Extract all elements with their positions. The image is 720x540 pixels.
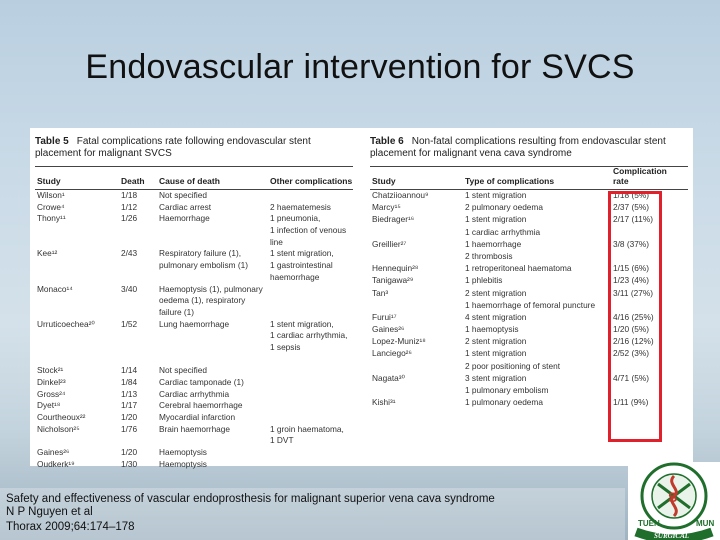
cell-cause: Haemoptysis: [159, 458, 207, 469]
col-header-rate-line1: Complication: [613, 166, 667, 176]
cell-type: 1 stent migration: [465, 348, 527, 359]
cell-cause: Cardiac arrhythmia: [159, 388, 230, 399]
cell-other: 1 infection of venous: [270, 225, 347, 236]
table-row: [35, 319, 353, 331]
cell-study: Stock²¹: [37, 365, 64, 376]
cell-cause: Lung haemorrhage: [159, 318, 230, 329]
table-row: [35, 225, 353, 237]
table-row: [35, 365, 353, 377]
cell-type: 1 cardiac arrhythmia: [465, 226, 541, 237]
cell-study: Marcy¹⁵: [372, 202, 401, 213]
table-row: [35, 248, 353, 260]
slide-title: Endovascular intervention for SVCS: [85, 48, 635, 86]
tuen-mun-surgical-logo: [628, 462, 720, 540]
cell-other: 2 haematemesis: [270, 201, 331, 212]
cell-study: Nagata³⁰: [372, 372, 405, 383]
cell-death: 1/14: [121, 365, 138, 376]
cell-type: 3 stent migration: [465, 372, 527, 383]
cell-cause: oedema (1), respiratory: [159, 295, 246, 306]
cell-cause: Haemorrhage: [159, 213, 210, 224]
cell-death: 1/13: [121, 388, 138, 399]
cell-type: 1 retroperitoneal haematoma: [465, 263, 572, 274]
table-row: [35, 377, 353, 389]
cell-death: 1/30: [121, 458, 138, 469]
cell-cause: Respiratory failure (1),: [159, 248, 242, 259]
table-row: [35, 202, 353, 214]
col-header-study: Study: [372, 176, 396, 186]
table-row: [35, 389, 353, 401]
cell-cause: Myocardial infarction: [159, 412, 236, 423]
cell-rate: 1/20 (5%): [613, 324, 649, 335]
table-row: [35, 330, 353, 342]
cell-type: 1 phlebitis: [465, 275, 503, 286]
col-header-other: Other complications: [270, 176, 353, 186]
cell-study: Monaco¹⁴: [37, 283, 73, 294]
cell-type: 1 stent migration: [465, 190, 527, 200]
table-row: [35, 295, 353, 307]
cell-study: Lanciego²⁶: [372, 348, 412, 359]
cell-type: 4 stent migration: [465, 311, 527, 322]
citation: [0, 488, 625, 540]
table-row: [35, 342, 353, 354]
table-row: [35, 260, 353, 272]
logo-symbol: S: [668, 489, 678, 505]
cell-rate: 1/18 (5%): [613, 190, 649, 200]
cell-study: Dyet¹⁸: [37, 400, 61, 411]
col-header-rate-line2: rate: [613, 176, 629, 186]
cell-type: 1 pulmonary embolism: [465, 385, 549, 395]
table-5-caption-line2: placement for malignant SVCS: [35, 148, 172, 159]
cell-study: Chatziioannou⁹: [372, 190, 429, 200]
cell-study: Gaines²⁶: [37, 447, 70, 458]
cell-study: Furui¹⁷: [372, 311, 397, 322]
cell-death: 1/20: [121, 412, 138, 423]
cell-type: 2 thrombosis: [465, 250, 513, 261]
cell-death: 1/84: [121, 377, 138, 387]
cell-cause: Cardiac tamponade (1): [159, 377, 244, 387]
cell-cause: pulmonary embolism (1): [159, 260, 248, 271]
cell-study: Biedrager¹⁶: [372, 214, 415, 225]
cell-rate: 1/23 (4%): [613, 275, 649, 286]
logo-text-bottom: SURGICAL: [654, 532, 690, 540]
cell-study: Tan³: [372, 287, 389, 298]
cell-study: Gaines²⁶: [372, 324, 405, 335]
cell-type: 1 pulmonary oedema: [465, 397, 543, 408]
table-row: [35, 307, 353, 319]
cell-type: 2 stent migration: [465, 336, 527, 347]
cell-study: Greillier²⁷: [372, 238, 407, 249]
table-row: [35, 400, 353, 412]
table-row: [35, 412, 353, 424]
cell-cause: Haemoptysis (1), pulmonary: [159, 283, 263, 294]
table-6-header: [370, 166, 688, 190]
cell-cause: Brain haemorrhage: [159, 423, 231, 434]
cell-other: 1 DVT: [270, 435, 294, 446]
table-5: [35, 136, 353, 471]
table-row: [35, 190, 353, 202]
cell-type: 1 haemorrhage: [465, 238, 522, 249]
cell-rate: 3/8 (37%): [613, 238, 649, 249]
cell-cause: failure (1): [159, 306, 195, 317]
table-6-caption-line2: placement for malignant vena cava syndrome: [370, 148, 572, 159]
table-row: [35, 284, 353, 296]
cell-study: Gross²⁴: [37, 388, 66, 399]
cell-other: haemorrhage: [270, 271, 320, 282]
cell-other: 1 stent migration,: [270, 318, 334, 329]
table-5-caption-line1: Fatal complications rate following endovascular stent: [76, 136, 311, 147]
cell-study: Oudkerk¹⁹: [37, 458, 75, 469]
table-row: [35, 213, 353, 225]
cell-rate: 4/71 (5%): [613, 372, 649, 383]
table-row: [35, 435, 353, 447]
cell-death: 3/40: [121, 283, 138, 294]
cell-study: Thony¹¹: [37, 213, 66, 224]
complication-rate-highlight: [608, 191, 662, 442]
cell-rate: 3/11 (27%): [613, 287, 653, 298]
table-5-number: Table 5: [35, 136, 69, 147]
cell-cause: Haemoptysis: [159, 447, 207, 458]
cell-rate: 4/16 (25%): [613, 311, 654, 322]
cell-type: 1 stent migration: [465, 214, 527, 225]
table-row: [35, 272, 353, 284]
cell-death: 1/26: [121, 213, 138, 224]
cell-type: 2 stent migration: [465, 287, 527, 298]
logo-text-right: MUN: [696, 519, 715, 528]
cell-death: 1/20: [121, 447, 138, 458]
cell-other: 1 stent migration,: [270, 248, 334, 259]
tables-image: [30, 128, 693, 469]
table-6-caption: [370, 136, 688, 160]
table-5-header: [35, 166, 353, 190]
cell-cause: Not specified: [159, 190, 207, 200]
table-row: [35, 459, 353, 471]
cell-death: 1/18: [121, 190, 138, 200]
table-5-body: [35, 190, 353, 471]
cell-other: 1 sepsis: [270, 341, 301, 352]
table-row: [35, 447, 353, 459]
cell-rate: 1/11 (9%): [613, 397, 649, 408]
cell-death: 1/76: [121, 423, 138, 434]
table-5-caption: [35, 136, 353, 160]
table-6-number: Table 6: [370, 136, 404, 147]
cell-study: Lopez-Muniz¹⁸: [372, 336, 426, 347]
citation-title: Safety and effectiveness of vascular endoprosthesis for malignant superior vena cava syndrome: [6, 493, 495, 505]
citation-authors: N P Nguyen et al: [6, 506, 93, 518]
table-6-caption-line1: Non-fatal complications resulting from endovascular stent: [411, 136, 666, 147]
cell-study: Tanigawa²⁹: [372, 275, 414, 286]
cell-rate: 2/16 (12%): [613, 336, 654, 347]
cell-study: Kishi³¹: [372, 397, 396, 408]
cell-study: Hennequin²⁸: [372, 263, 419, 274]
cell-other: 1 pneumonia,: [270, 213, 321, 224]
logo-text-left: TUEN: [638, 519, 660, 528]
cell-study: Courtheoux²²: [37, 412, 86, 423]
cell-death: 1/17: [121, 400, 138, 411]
col-header-death: Death: [121, 176, 145, 186]
cell-type: 1 haemoptysis: [465, 324, 519, 335]
table-row: [35, 424, 353, 436]
col-header-study: Study: [37, 176, 61, 186]
table-row: [35, 237, 353, 249]
cell-type: 2 pulmonary oedema: [465, 202, 543, 213]
cell-study: Nicholson²⁵: [37, 423, 80, 434]
citation-journal: Thorax 2009;64:174–178: [6, 521, 135, 533]
cell-rate: 2/37 (5%): [613, 202, 649, 213]
cell-rate: 2/52 (3%): [613, 348, 649, 359]
cell-cause: Cardiac arrest: [159, 201, 212, 212]
cell-death: 1/52: [121, 318, 138, 329]
table-row: [35, 354, 353, 366]
cell-other: 1 cardiac arrhythmia,: [270, 330, 348, 341]
cell-rate: 2/17 (11%): [613, 214, 653, 225]
cell-death: 1/12: [121, 201, 138, 212]
cell-study: Kee¹²: [37, 248, 58, 259]
cell-other: line: [270, 236, 283, 247]
cell-study: Dinkel²³: [37, 377, 66, 387]
col-header-cause: Cause of death: [159, 176, 220, 186]
cell-study: Urruticoechea²⁰: [37, 318, 95, 329]
cell-rate: 1/15 (6%): [613, 263, 649, 274]
cell-cause: Cerebral haemorrhage: [159, 400, 243, 411]
cell-other: 1 groin haematoma,: [270, 423, 344, 434]
cell-cause: Not specified: [159, 365, 207, 376]
cell-other: 1 gastrointestinal: [270, 260, 333, 271]
col-header-type: Type of complications: [465, 176, 555, 186]
cell-type: 2 poor positioning of stent: [465, 360, 561, 371]
cell-type: 1 haemorrhage of femoral puncture: [465, 299, 596, 310]
cell-study: Crowe⁴: [37, 201, 65, 212]
cell-death: 2/43: [121, 248, 138, 259]
cell-study: Wilson¹: [37, 190, 65, 200]
